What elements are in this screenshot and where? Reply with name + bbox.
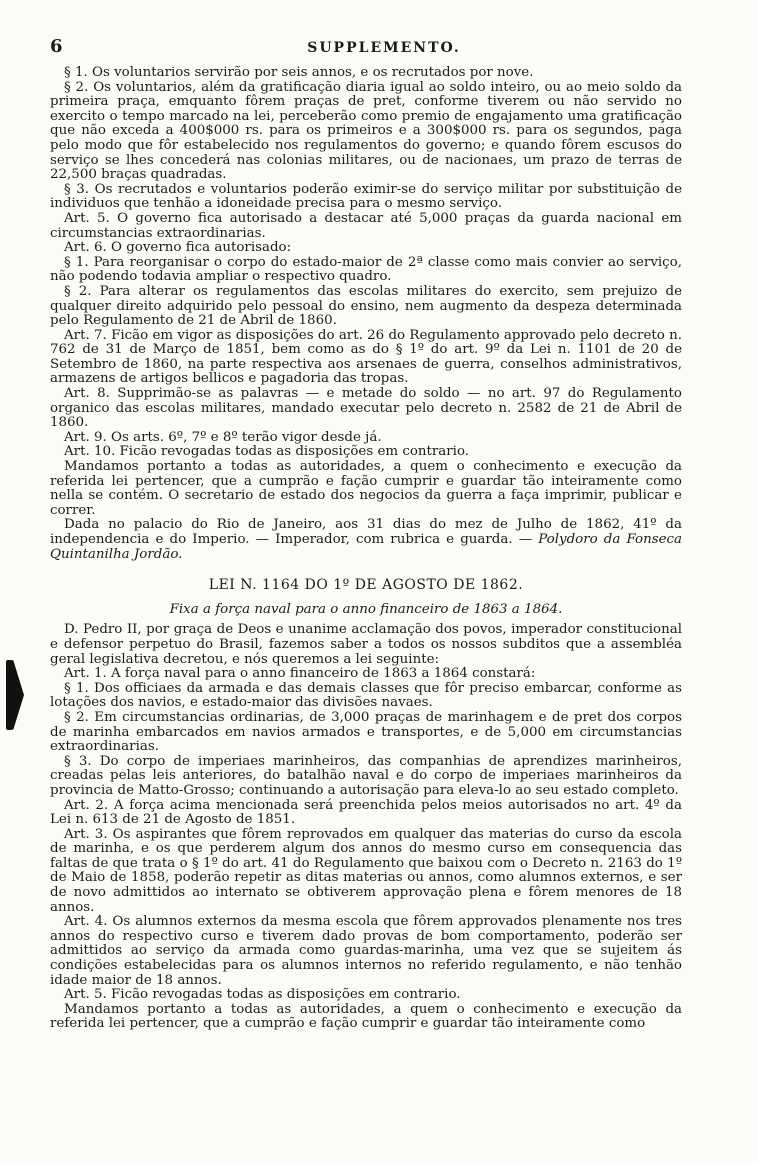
dada-text: Dada no palacio do Rio de Janeiro, aos 31 dias do mez de Julho de 1862, 41º da independencia e do Imperio. — Imperador, com rubrica e guarda. — <box>50 517 682 547</box>
paragraph: Mandamos portanto a todas as autoridades, a quem o conhecimento e execução da referida lei pertencer, que a cumprão e fação cumprir e guardar tão inteiramente como nella se contém. O secretario de estado dos negocios da guerra a faça imprimir, publicar e correr. <box>50 459 682 518</box>
paragraph: § 1. Dos officiaes da armada e das demais classes que fôr preciso embarcar, conforme as lotações dos navios, e estado-maior das divisões navaes. <box>50 680 682 711</box>
paragraph: § 2. Os voluntarios, além da gratificação diaria igual ao soldo inteiro, ou ao meio soldo da primeira praça, emquanto fôrem praças de pret, conforme tiverem ou não servido no exercito o tempo marcado na lei, perceberão como premio de engajamento uma gratificação que não exceda a 400$000 rs. para os primeiros e a 300$000 rs. para os segundos, paga pelo modo que fôr estabelecido nos regulamentos do governo; e quando fôrem escusos do serviço se lhes concederá nas colonias militares, ou de nacionaes, um prazo de terras de 22,500 braças quadradas. <box>50 79 682 183</box>
paragraph: Art. 10. Ficão revogadas todas as disposições em contrario. <box>64 444 470 460</box>
paragraph: § 3. Do corpo de imperiaes marinheiros, das companhias de aprendizes marinheiros, creadas pelas leis anteriores, do batalhão naval e do corpo de imperiaes marinheiros da provincia de Matto-Grosso; continuando a autorisação para eleva-lo ao seu estado completo. <box>50 753 682 798</box>
signature: Polydoro da Fonseca Quintanilha Jordão. <box>50 532 682 562</box>
ink-blot-mark <box>6 660 24 730</box>
paragraph: Art. 8. Supprimão-se as palavras — e metade do soldo — no art. 97 do Regulamento organico das escolas militares, mandado executar pelo decreto n. 2582 de 21 de Abril de 1860. <box>50 386 682 431</box>
paragraph: Art. 5. Ficão revogadas todas as disposições em contrario. <box>64 987 461 1003</box>
paragraph: Art. 9. Os arts. 6º, 7º e 8º terão vigor desde já. <box>64 429 382 445</box>
paragraph: Art. 4. Os alumnos externos da mesma escola que fôrem approvados plenamente nos tres annos do respectivo curso e tiverem dado provas de bom comportamento, poderão ser admittidos ao serviço da armada como guardas-marinha, uma vez que se sujeitem ás condições estabelecidas para os alumnos internos no referido regulamento, e não tenhão idade maior de 18 annos. <box>50 914 682 988</box>
page-header <box>50 36 682 66</box>
running-title: SUPPLEMENTO. <box>307 40 461 56</box>
dada-paragraph <box>50 518 682 562</box>
paragraph: Art. 2. A força acima mencionada será preenchida pelos meios autorisados no art. 4º da Lei n. 613 de 21 de Agosto de 1851. <box>50 797 682 828</box>
paragraph: § 3. Os recrutados e voluntarios poderão eximir-se do serviço militar por substituição de individuos que tenhão a idoneidade precisa para o mesmo serviço. <box>50 181 682 212</box>
paragraph: Art. 6. O governo fica autorisado: <box>64 240 292 256</box>
paragraph: § 2. Para alterar os regulamentos das escolas militares do exercito, sem prejuizo de qualquer direito adquirido pelo pessoal do ensino, nem augmento da despeza determinada pelo Regulamento de 21 de Abril de 1860. <box>50 283 682 329</box>
paragraph: § 1. Para reorganisar o corpo do estado-maior de 2ª classe como mais convier ao serviço, não podendo todavia ampliar o respectivo quadro. <box>50 254 682 285</box>
paragraph: Art. 7. Ficão em vigor as disposições do art. 26 do Regulamento approvado pelo decreto n. 762 de 31 de Março de 1851, bem como as do § 1º do art. 9º da Lei n. 1101 de 20 de Setembro de 1860, na parte respectiva aos arsenaes de guerra, conselhos administrativos, armazens de artigos bellicos e pagadoria das tropas. <box>50 327 682 387</box>
paragraph: Mandamos portanto a todas as autoridades, a quem o conhecimento e execução da referida lei pertencer, que a cumprão e fação cumprir e guardar tão inteiramente como <box>50 1001 682 1032</box>
law-subtitle: Fixa a força naval para o anno financeiro de 1863 a 1864. <box>169 601 563 617</box>
law-title: LEI N. 1164 DO 1º DE AGOSTO DE 1862. <box>208 577 524 594</box>
paragraph: Art. 1. A força naval para o anno financeiro de 1863 a 1864 constará: <box>64 666 536 682</box>
paragraph: D. Pedro II, por graça de Deos e unanime acclamação dos povos, imperador constitucional e defensor perpetuo do Brasil, fazemos saber a todos os nossos subditos que a assembléa geral legislativa decretou, e nós queremos a lei seguinte: <box>50 622 682 667</box>
paragraph: Art. 3. Os aspirantes que fôrem reprovados em qualquer das materias do curso da escola de marinha, e os que perderem algum dos annos do mesmo curso em consequencia das faltas de que trata o § 1º do art. 41 do Regulamento que baixou com o Decreto n. 2163 do 1º de Maio de 1858, poderão repetir as ditas materias ou annos, como alumnos externos, e ser de novo admittidos ao internato se obtiverem approvação plena e fôrem menores de 18 annos. <box>50 826 682 915</box>
document-page <box>50 36 682 1032</box>
paragraph: Art. 5. O governo fica autorisado a destacar até 5,000 praças da guarda nacional em circumstancias extraordinarias. <box>50 210 682 241</box>
paragraph: § 2. Em circumstancias ordinarias, de 3,000 praças de marinhagem e de pret dos corpos de marinha embarcados em navios armados e transportes, e de 5,000 em circumstancias extraordinarias. <box>50 709 682 755</box>
page-number: 6 <box>50 36 63 57</box>
paragraph: § 1. Os voluntarios servirão por seis annos, e os recrutados por nove. <box>64 65 534 80</box>
